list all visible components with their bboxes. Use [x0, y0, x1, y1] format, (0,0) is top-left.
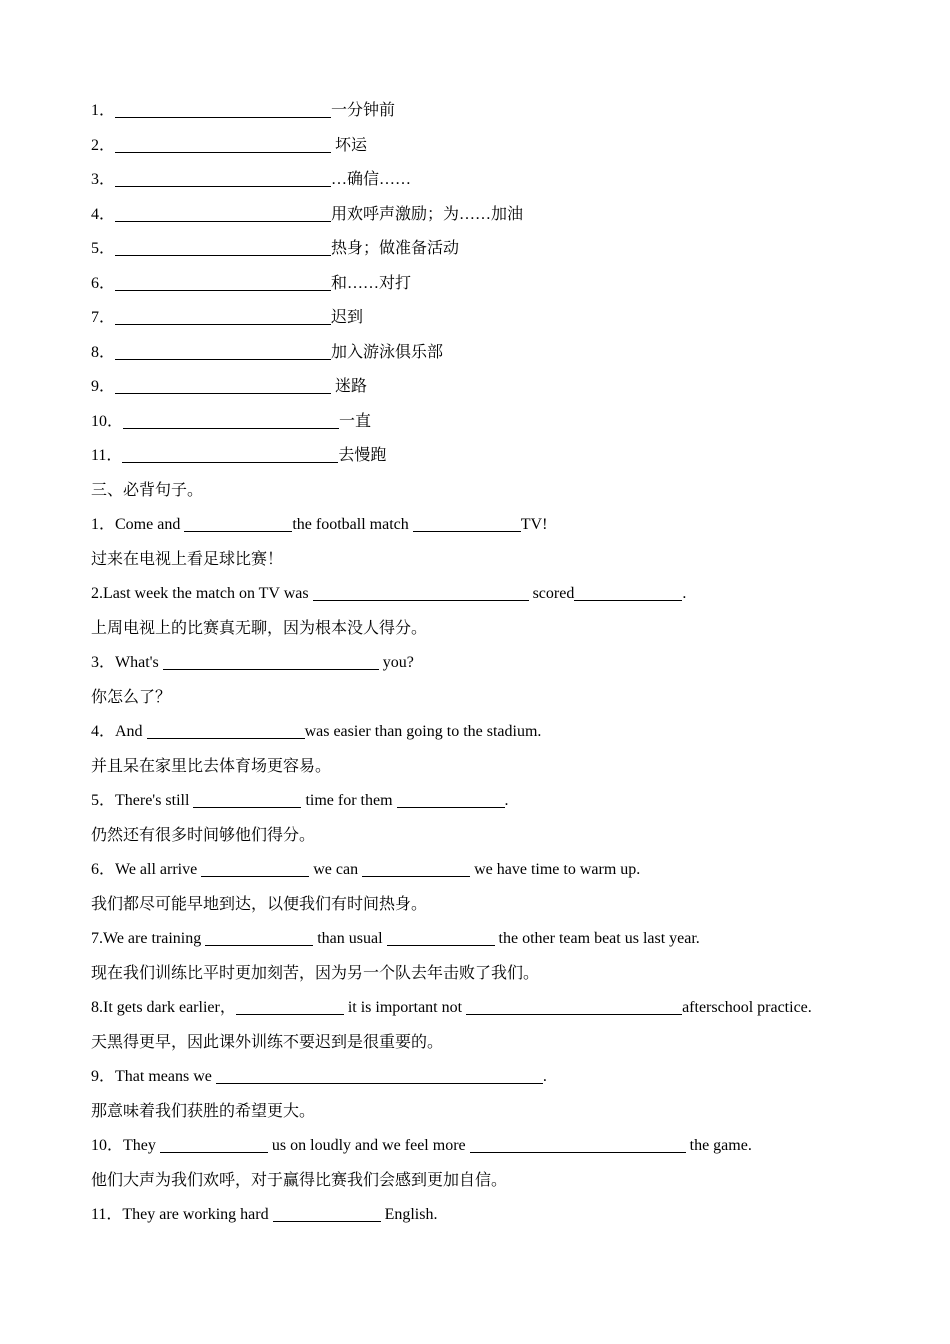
phrase-3	[91, 163, 891, 198]
answer-blank[interactable]	[387, 929, 495, 946]
answer-blank[interactable]	[115, 205, 331, 222]
sentence-text: than usual	[313, 930, 387, 947]
sentence-10	[91, 1129, 891, 1164]
phrase-meaning: 和……对打	[331, 274, 412, 292]
phrase-number: 7．	[91, 309, 116, 326]
sentence-text: 4．And	[91, 723, 147, 740]
sentence-text: 5．There's still	[91, 792, 194, 809]
answer-blank[interactable]	[313, 584, 529, 601]
sentence-text: was easier than going to the stadium.	[304, 723, 542, 740]
answer-blank[interactable]	[205, 929, 313, 946]
sentence-1	[91, 508, 891, 543]
sentence-6-translation: 我们都尽可能早地到达，以便我们有时间热身。	[91, 895, 428, 913]
sentence-text: 3．What's	[91, 654, 163, 671]
answer-blank[interactable]	[466, 998, 682, 1015]
answer-blank[interactable]	[115, 101, 331, 118]
sentence-3	[91, 646, 891, 681]
sentence-text: we have time to warm up.	[470, 861, 641, 878]
sentence-text: 11．They are working hard	[91, 1206, 273, 1223]
answer-blank[interactable]	[163, 653, 379, 670]
sentence-8-translation: 天黑得更早，因此课外训练不要迟到是很重要的。	[91, 1033, 444, 1051]
phrase-7	[91, 301, 891, 336]
answer-blank[interactable]	[115, 343, 331, 360]
phrase-meaning: 热身；做准备活动	[331, 240, 460, 257]
answer-blank[interactable]	[184, 515, 292, 532]
sentence-text: the other team beat us last year.	[494, 930, 700, 947]
phrase-number: 4．	[91, 205, 116, 223]
worksheet-page	[91, 94, 891, 1233]
sentence-6	[91, 853, 891, 888]
answer-blank[interactable]	[273, 1205, 381, 1222]
phrase-meaning: 去慢跑	[338, 447, 387, 464]
sentence-text: we can	[309, 861, 363, 878]
sentence-text: us on loudly and we feel more	[267, 1137, 470, 1154]
sentence-1-translation: 过来在电视上看足球比赛！	[91, 550, 284, 568]
phrase-10	[91, 405, 891, 440]
phrase-number: 2．	[91, 136, 116, 154]
answer-blank[interactable]	[147, 722, 305, 739]
sentence-8	[91, 991, 891, 1026]
phrase-11	[91, 439, 891, 474]
sentence-text: the football match	[292, 516, 413, 533]
phrase-number: 10．	[91, 412, 124, 430]
sentence-11	[91, 1198, 891, 1233]
answer-blank[interactable]	[574, 584, 682, 601]
phrase-number: 6．	[91, 274, 116, 292]
answer-blank[interactable]	[413, 515, 521, 532]
answer-blank[interactable]	[470, 1136, 686, 1153]
answer-blank[interactable]	[362, 860, 470, 877]
sentence-text: time for them	[301, 792, 397, 809]
phrase-5	[91, 232, 891, 267]
phrase-meaning: 坏运	[331, 136, 368, 154]
sentence-text: 6．We all arrive	[91, 861, 202, 878]
sentence-2	[91, 577, 891, 612]
answer-blank[interactable]	[160, 1136, 268, 1153]
phrase-meaning: 迷路	[331, 378, 368, 395]
sentence-text: 8.It gets dark earlier，	[91, 999, 236, 1016]
phrase-meaning: …确信……	[331, 171, 412, 188]
phrase-meaning: 一直	[339, 412, 372, 430]
sentence-text: 7.We are training	[91, 930, 206, 947]
phrase-9	[91, 370, 891, 405]
sentence-5	[91, 784, 891, 819]
sentence-7-translation: 现在我们训练比平时更加刻苦，因为另一个队去年击败了我们。	[91, 964, 540, 982]
sentence-7	[91, 922, 891, 957]
phrase-number: 3．	[91, 171, 116, 188]
sentence-text: 10．They	[91, 1137, 160, 1154]
sentence-text: TV!	[520, 516, 548, 533]
phrase-number: 9．	[91, 378, 116, 395]
phrase-meaning: 一分钟前	[331, 102, 396, 119]
answer-blank[interactable]	[201, 860, 309, 877]
sentence-3-translation: 你怎么了？	[91, 688, 172, 706]
answer-blank[interactable]	[115, 239, 331, 256]
phrase-2	[91, 129, 891, 164]
sentence-text: it is important not	[343, 999, 467, 1016]
sentence-4-translation: 并且呆在家里比去体育场更容易。	[91, 757, 332, 775]
answer-blank[interactable]	[115, 377, 331, 394]
phrase-8	[91, 336, 891, 371]
phrase-meaning: 用欢呼声激励；为……加油	[331, 205, 524, 223]
sentence-text: .	[682, 585, 687, 602]
sentence-text: the game.	[685, 1137, 752, 1154]
phrase-4	[91, 198, 891, 233]
sentence-text: .	[542, 1068, 547, 1085]
sentence-text: .	[504, 792, 509, 809]
sentence-10-translation: 他们大声为我们欢呼，对于赢得比赛我们会感到更加自信。	[91, 1171, 508, 1189]
answer-blank[interactable]	[216, 1067, 543, 1084]
answer-blank[interactable]	[122, 446, 338, 463]
sentence-text: 1．Come and	[91, 516, 185, 533]
sentence-text: English.	[380, 1206, 438, 1223]
sentence-text: you?	[378, 654, 414, 671]
sentence-text: 9．That means we	[91, 1068, 216, 1085]
answer-blank[interactable]	[115, 308, 331, 325]
section-title: 三、必背句子。	[91, 481, 204, 499]
phrase-number: 1．	[91, 102, 116, 119]
answer-blank[interactable]	[115, 274, 331, 291]
answer-blank[interactable]	[236, 998, 344, 1015]
phrase-number: 11．	[91, 447, 123, 464]
answer-blank[interactable]	[115, 170, 331, 187]
sentence-4	[91, 715, 891, 750]
phrase-meaning: 迟到	[331, 309, 364, 326]
sentence-text: scored	[528, 585, 575, 602]
answer-blank[interactable]	[193, 791, 301, 808]
phrase-meaning: 加入游泳俱乐部	[331, 343, 444, 361]
sentence-9-translation: 那意味着我们获胜的希望更大。	[91, 1102, 316, 1120]
sentence-text: 2.Last week the match on TV was	[91, 585, 313, 602]
phrase-number: 5．	[91, 240, 116, 257]
sentence-5-translation: 仍然还有很多时间够他们得分。	[91, 826, 316, 844]
phrase-6	[91, 267, 891, 302]
sentence-text: afterschool practice.	[682, 999, 812, 1016]
answer-blank[interactable]	[123, 412, 339, 429]
answer-blank[interactable]	[397, 791, 505, 808]
phrase-1	[91, 94, 891, 129]
sentence-9	[91, 1060, 891, 1095]
phrase-number: 8．	[91, 343, 116, 361]
sentence-2-translation: 上周电视上的比赛真无聊，因为根本没人得分。	[91, 619, 428, 637]
answer-blank[interactable]	[115, 136, 331, 153]
